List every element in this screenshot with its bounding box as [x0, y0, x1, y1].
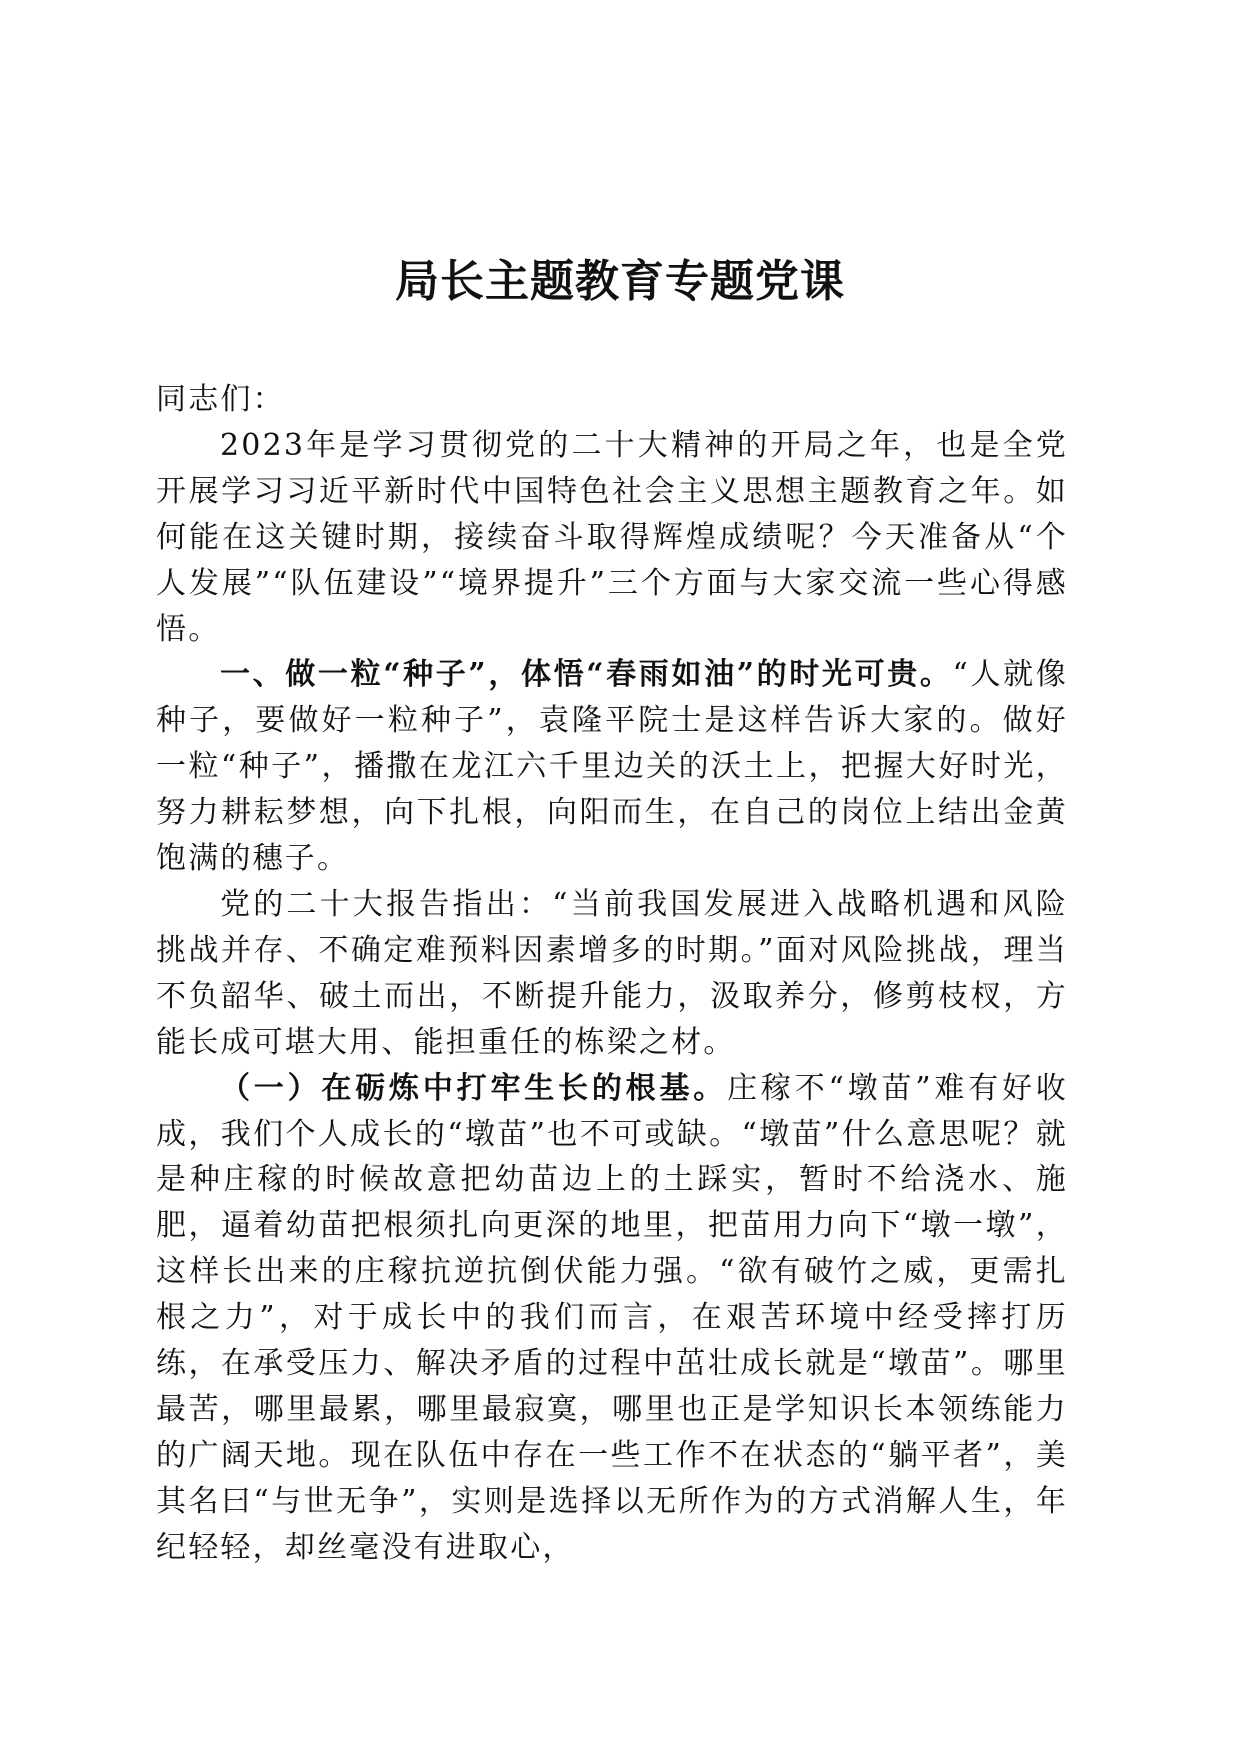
- document-body: [156, 377, 1068, 1571]
- subsection-1-paragraph: [156, 1066, 1068, 1571]
- intro-paragraph: 2023年是学习贯彻党的二十大精神的开局之年，也是全党开展学习习近平新时代中国特色社会主义思想主题教育之年。如何能在这关键时期，接续奋斗取得辉煌成绩呢？今天准备从“个人发展”“队伍建设”“境界提升”三个方面与大家交流一些心得感悟。: [156, 427, 1068, 647]
- section-1-paragraph: [156, 652, 1068, 882]
- section-1-heading: 一、做一粒“种子”，体悟“春雨如油”的时光可贵。: [220, 657, 953, 693]
- subsection-1-heading: （一）在砺炼中打牢生长的根基。: [220, 1070, 728, 1106]
- report-quote-paragraph: 党的二十大报告指出：“当前我国发展进入战略机遇和风险挑战并存、不确定难预料因素增多的时期。”面对风险挑战，理当不负韶华、破土而出，不断提升能力，汲取养分，修剪枝杈，方能长成可堪大用、能担重任的栋梁之材。: [156, 886, 1068, 1060]
- subsection-1-body: 庄稼不“墩苗”难有好收成，我们个人成长的“墩苗”也不可或缺。“墩苗”什么意思呢？就是种庄稼的时候故意把幼苗边上的土踩实，暂时不给浇水、施肥，逼着幼苗把根须扎向更深的地里，把苗用力向下“墩一墩”，这样长出来的庄稼抗逆抗倒伏能力强。“欲有破竹之威，更需扎根之力”，对于成长中的我们而言，在艰苦环境中经受摔打历练，在承受压力、解决矛盾的过程中茁壮成长就是“墩苗”。哪里最苦，哪里最累，哪里最寂寞，哪里也正是学知识长本领练能力的广阔天地。现在队伍中存在一些工作不在状态的“躺平者”，美其名曰“与世无争”，实则是选择以无所作为的方式消解人生，年纪轻轻，却丝毫没有进取心，: [156, 1070, 1069, 1565]
- section-1-body: “人就像种子，要做好一粒种子”，袁隆平院士是这样告诉大家的。做好一粒“种子”，播撒在龙江六千里边关的沃土上，把握大好时光，努力耕耘梦想，向下扎根，向阳而生，在自己的岗位上结出金黄饱满的穗子。: [156, 657, 1069, 877]
- salutation: 同志们：: [156, 382, 285, 417]
- document-title: 局长主题教育专题党课: [395, 256, 845, 307]
